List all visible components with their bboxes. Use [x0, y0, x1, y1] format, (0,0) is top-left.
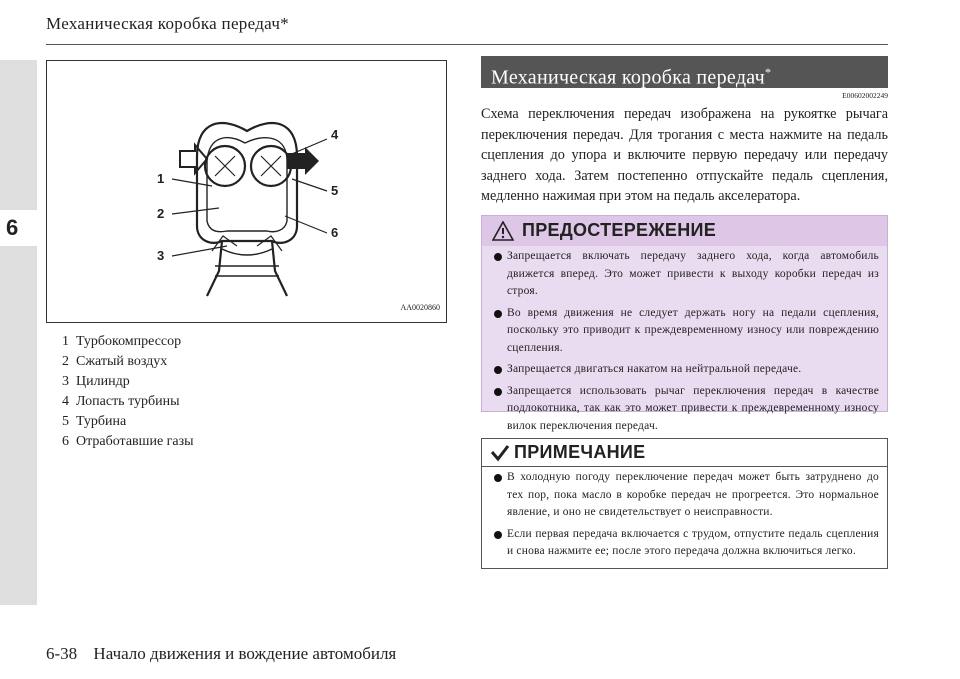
- callout-4: 4: [331, 127, 339, 142]
- note-box: [481, 438, 888, 569]
- chapter-sidebar: [0, 60, 37, 605]
- callout-1: 1: [157, 171, 165, 186]
- callout-5: 5: [331, 183, 339, 198]
- reference-code: E00602002249: [842, 91, 888, 100]
- warning-header: [482, 216, 887, 246]
- note-list: [492, 469, 879, 565]
- legend-item: 2 Сжатый воздух: [62, 354, 168, 369]
- figure-legend: [62, 332, 194, 452]
- warning-title: ПРЕДОСТЕРЕЖЕНИЕ: [522, 220, 717, 240]
- section-paragraph: Схема переключения передач изображена на рукоятке рычага переключения передач. Для трогания с места нажмите на педаль сцепления до упора и включите первую передачу или передачу заднего хода. Затем постепенно отпускайте педаль сцепления, медленно нажимая при этом на педаль акселератора.: [481, 106, 888, 204]
- note-check-icon: [490, 444, 510, 462]
- page-number: 6-38: [46, 644, 78, 663]
- figure-code: AA0020860: [400, 303, 440, 312]
- warning-triangle-icon: [492, 221, 514, 241]
- warning-item: Во время движения не следует держать ногу на педали сцепления, поскольку это приводит к преждевременному износу или повреждению сцепления.: [492, 305, 879, 358]
- turbocharger-drawing: [47, 61, 446, 322]
- legend-item: 6 Отработавшие газы: [62, 434, 194, 449]
- callout-6: 6: [331, 225, 339, 240]
- chapter-tab: 6: [0, 210, 37, 246]
- note-item: Если первая передача включается с трудом, отпустите педаль сцепления и снова нажмите ее; после этого передача должна включиться легко.: [492, 526, 879, 561]
- legend-item: 1 Турбокомпрессор: [62, 334, 182, 349]
- running-head: Механическая коробка передач*: [46, 14, 289, 33]
- warning-item: Запрещается использовать рычаг переключения передач в качестве подлокотника, так как это может привести к преждевременному износу вилок переключения передач.: [492, 383, 879, 436]
- legend-item: 3 Цилиндр: [62, 374, 130, 389]
- warning-box: [481, 215, 888, 432]
- note-header: [482, 439, 887, 467]
- legend-item: 4 Лопасть турбины: [62, 394, 180, 409]
- warning-item: Запрещается двигаться накатом на нейтральной передаче.: [492, 361, 879, 379]
- callout-2: 2: [157, 206, 165, 221]
- note-title: ПРИМЕЧАНИЕ: [514, 442, 646, 462]
- footer-chapter-title: Начало движения и вождение автомобиля: [93, 644, 397, 663]
- page-footer: [46, 644, 396, 664]
- section-title: Механическая коробка передач*: [481, 56, 888, 88]
- warning-item: Запрещается включать передачу заднего хода, когда автомобиль движется вперед. Это может привести к выходу коробки передач из строя.: [492, 248, 879, 301]
- legend-item: 5 Турбина: [62, 414, 127, 429]
- turbocharger-illustration: [46, 60, 447, 323]
- warning-list: [492, 248, 879, 439]
- header-divider: [46, 44, 888, 45]
- note-item: В холодную погоду переключение передач может быть затруднено до тех пор, пока масло в коробке передач не прогреется. Это нормальное явление, и оно не свидетельствует о неисправности.: [492, 469, 879, 522]
- callout-3: 3: [157, 248, 165, 263]
